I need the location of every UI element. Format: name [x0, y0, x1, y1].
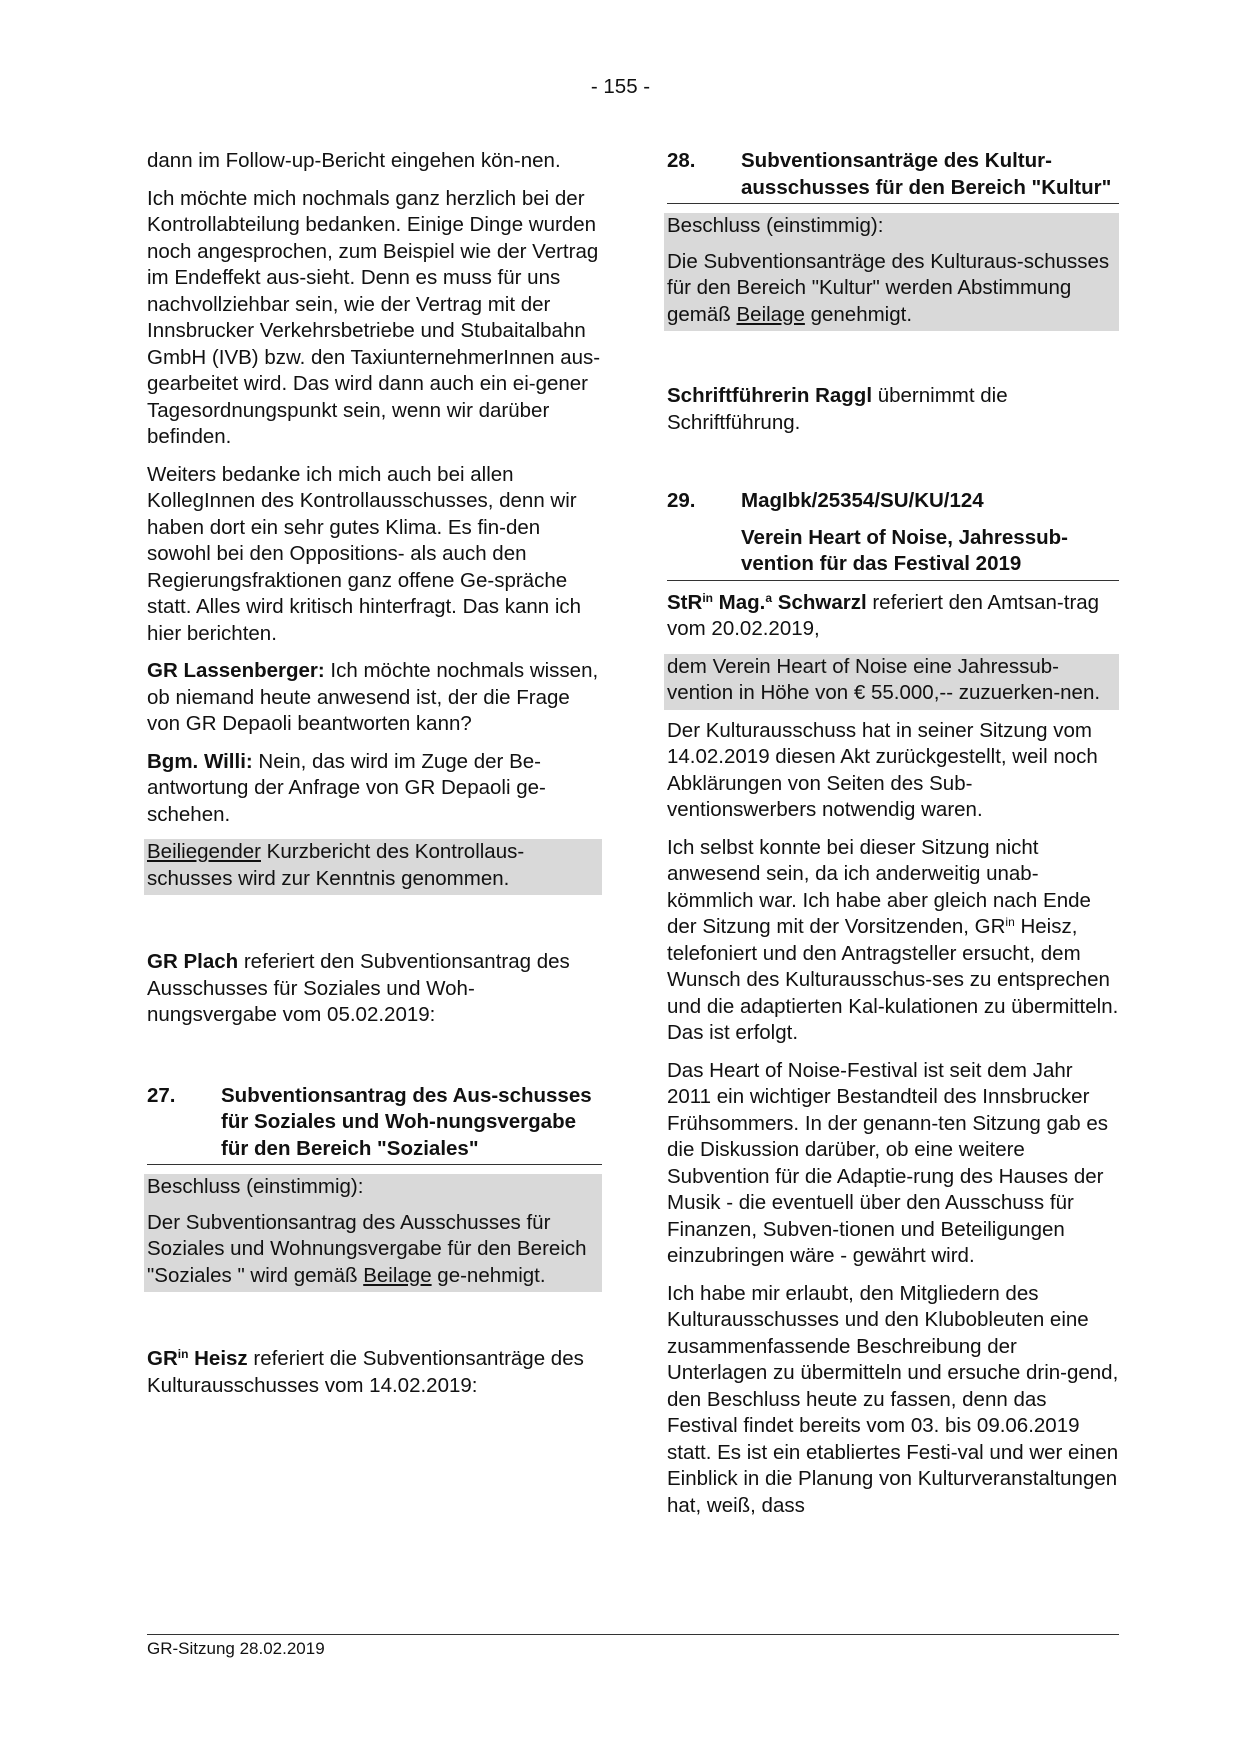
speech-text: referiert den Subventionsantrag des Ausschusses für Soziales und Woh-nungsvergabe vom 05.02.2019:	[147, 950, 570, 1026]
paragraph: Das Heart of Noise-Festival ist seit dem Jahr 2011 ein wichtiger Bestandteil des Innsbrucker Frühsommers. In der genann-ten Sitzung gab es die Diskussion darüber, ob eine weitere Subvention für die Adaptie-rung des Hauses der Musik - die eventuell über den Ausschuss für Finanzen, Subven-tionen und Beteiligungen einzubringen wäre - gewährt wird.	[667, 1058, 1108, 1267]
resolution-text: Kurzbericht des Kontrollaus-schusses wird zur Kenntnis genommen.	[147, 840, 525, 890]
speaker-name: Schriftführerin Raggl	[667, 384, 873, 407]
speaker-name: GR Plach	[147, 950, 239, 973]
speech-text: referiert den Amtsan-trag vom 20.02.2019,	[667, 590, 1100, 640]
left-column	[147, 148, 602, 1410]
resolution-text: Die Subventionsanträge des Kulturaus-schusses für den Bereich "Kultur" werden Abstimmung gemäß	[667, 249, 1110, 326]
agenda-item-27	[147, 1083, 602, 1166]
paragraph: Weiters bedanke ich mich auch bei allen KollegInnen des Kontrollausschusses, denn wir haben dort ein sehr gutes Klima. Es fin-den sowohl bei den Oppositions- als auch den Regierungsfraktionen ganz offene Ge-spräche statt. Alles wird kritisch hinterfragt. Das kann ich hier berichten.	[147, 462, 582, 645]
right-column	[667, 148, 1119, 1530]
beschluss-label: Beschluss (einstimmig):	[147, 1175, 364, 1198]
agenda-item-29	[667, 488, 1119, 581]
resolution-box-kontrollausschuss	[144, 839, 602, 895]
speech-plach	[147, 949, 602, 1029]
item-number: 29.	[667, 489, 696, 512]
speech-lassenberger	[147, 658, 602, 738]
item-reference: MagIbk/25354/SU/KU/124	[741, 489, 984, 512]
resolution-box-27	[144, 1174, 602, 1292]
page-number: - 155 -	[590, 75, 651, 98]
item-title: Subventionsantrag des Aus-schusses für Soziales und Woh-nungsvergabe für den Bereich "Soziales"	[221, 1083, 592, 1160]
resolution-box-28	[664, 213, 1119, 331]
speech-schwarzl-intro	[667, 590, 1119, 643]
agenda-item-28	[667, 148, 1119, 204]
footer-divider	[147, 1634, 1119, 1635]
speaker-name: $GR^{in}$ Heisz	[147, 1347, 248, 1370]
beilage-link[interactable]: Beilage	[736, 302, 805, 326]
beschluss-label: Beschluss (einstimmig):	[667, 214, 884, 237]
speech-text: referiert die Subventionsanträge des Kulturausschusses vom 14.02.2019:	[147, 1347, 584, 1397]
motion-text: dem Verein Heart of Noise eine Jahressub-vention in Höhe von € 55.000,-- zuzuerken-nen.	[667, 654, 1101, 704]
paragraph: dann im Follow-up-Bericht eingehen kön-nen.	[147, 149, 561, 172]
beilage-link[interactable]: Beiliegender	[147, 840, 261, 863]
paragraph: Ich habe mir erlaubt, den Mitgliedern des Kulturausschusses und den Klubobleuten eine zusammenfassende Beschreibung der Unterlagen zu übermitteln und ersuche drin-gend, den Beschluss heute zu fassen, denn das Festival findet bereits vom 03. bis 09.06.2019 statt. Es ist ein etabliertes Festi-val und wer einen Einblick in die Planung von Kulturveranstaltungen hat, weiß, dass	[667, 1281, 1119, 1517]
item-number: 28.	[667, 149, 696, 172]
item-title: Subventionsanträge des Kultur-ausschusses für den Bereich "Kultur"	[741, 149, 1112, 199]
footer-session-date: GR-Sitzung 28.02.2019	[147, 1639, 325, 1658]
speech-willi	[147, 749, 602, 829]
paragraph: Ich möchte mich nochmals ganz herzlich bei der Kontrollabteilung bedanken. Einige Dinge wurden noch angesprochen, zum Beispiel wie der Vertrag im Endeffekt aus-sieht. Denn es muss für uns nachvollziehbar sein, wie der Vertrag mit der Innsbrucker Verkehrsbetriebe und Stubaitalbahn GmbH (IVB) bzw. den TaxiunternehmerInnen aus-gearbeitet wird. Das wird dann auch ein ei-gener Tagesordnungspunkt sein, wenn wir darüber befinden.	[147, 186, 601, 448]
speech-heisz	[147, 1346, 602, 1399]
speech-text: Ich möchte nochmals wissen, ob niemand heute anwesend ist, der die Frage von GR Depaoli beantworten kann?	[147, 659, 599, 735]
resolution-text: Der Subventionsantrag des Ausschusses für Soziales und Wohnungsvergabe für den Bereich "Soziales " wird gemäß	[147, 1210, 587, 1287]
speech-raggl	[667, 383, 1119, 436]
speech-text: übernimmt die Schriftführung.	[667, 384, 1008, 434]
resolution-text: ge-nehmigt.	[431, 1263, 546, 1287]
resolution-text: genehmigt.	[804, 302, 913, 326]
speaker-name: GR Lassenberger:	[147, 659, 325, 682]
item-number: 27.	[147, 1083, 176, 1107]
beilage-link[interactable]: Beilage	[363, 1263, 432, 1287]
speech-text: Nein, das wird im Zuge der Be-antwortung der Anfrage von GR Depaoli ge-schehen.	[147, 749, 546, 826]
paragraph: Der Kulturausschuss hat in seiner Sitzung vom 14.02.2019 diesen Akt zurückgestellt, weil noch Abklärungen von Seiten des Sub-ventionswerbers notwendig waren.	[667, 718, 1098, 821]
speaker-name: StR$^{in}$ Mag.$^a$ Schwarzl	[667, 590, 867, 614]
item-subject: Verein Heart of Noise, Jahressub-vention für das Festival 2019	[741, 525, 1068, 575]
speaker-name: Bgm. Willi:	[147, 749, 253, 773]
item-title	[741, 488, 1119, 578]
motion-box-29	[664, 654, 1119, 710]
paragraph: Ich selbst konnte bei dieser Sitzung nicht anwesend sein, da ich anderweitig unab-kömmlich war. Ich habe aber gleich nach Ende der Sitzung mit der Vorsitzenden, $GR^{in}$ Heisz, telefoniert und den Antragsteller ersucht, dem Wunsch des Kulturausschus-ses zu entsprechen und die adaptierten Kal-kulationen zu übermitteln. Das ist erfolgt.	[667, 835, 1119, 1044]
